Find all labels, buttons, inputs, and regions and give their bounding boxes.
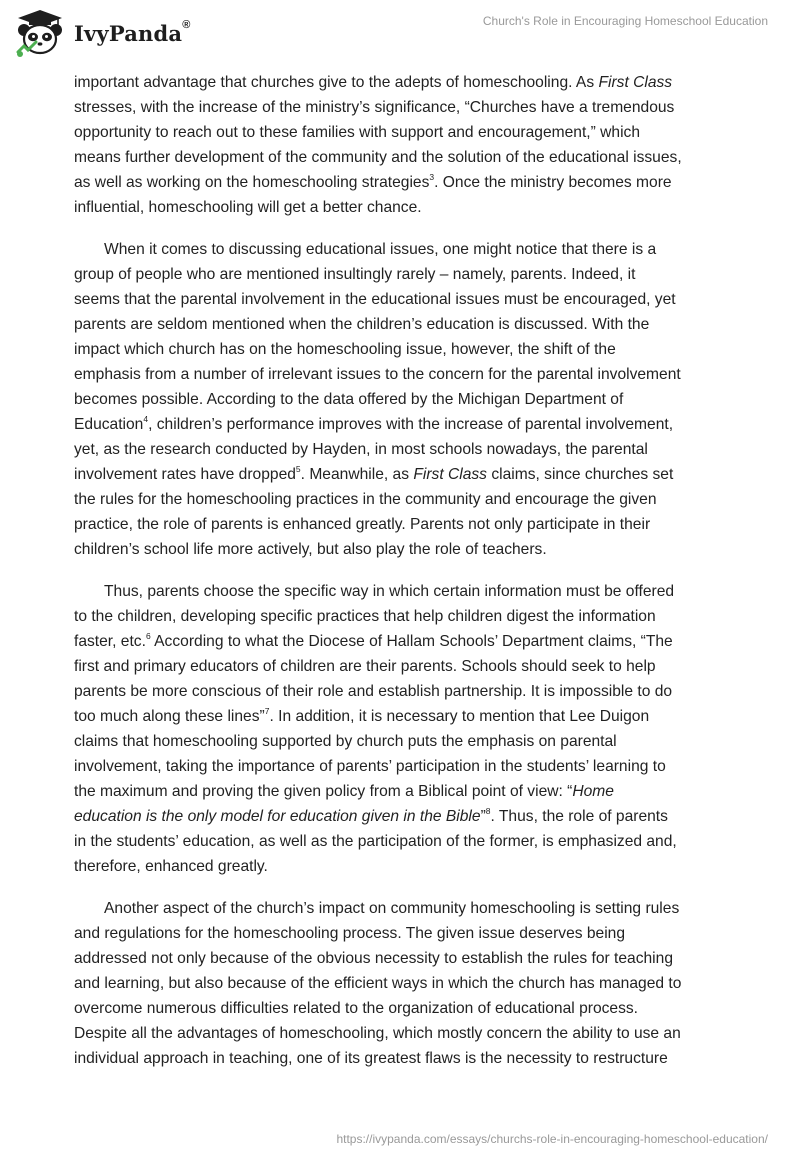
text-line: first and primary educators of children are their parents. Schools should seek to help <box>74 658 656 675</box>
brand-name: IvyPanda® <box>74 18 191 46</box>
text-line: individual approach in teaching, one of its greatest flaws is the necessity to restructure <box>74 1050 668 1067</box>
footer-url-link[interactable]: https://ivypanda.com/essays/churchs-role-in-encouraging-homeschool-education/ <box>336 1132 768 1146</box>
text-line: and regulations for the homeschooling process. The given issue deserves being <box>74 925 626 942</box>
text-line: yet, as the research conducted by Hayden, in most schools nowadays, the parental <box>74 441 648 458</box>
text-line: parents are seldom mentioned when the children’s education is discussed. With the <box>74 316 650 333</box>
text-line: emphasis from a number of irrelevant issues to the concern for the parental involvement <box>74 366 681 383</box>
paragraph <box>74 896 734 1071</box>
page-header <box>0 0 800 70</box>
text-line: Thus, parents choose the specific way in which certain information must be offered <box>104 583 675 600</box>
brand-logo[interactable] <box>14 8 191 58</box>
text-line: Another aspect of the church’s impact on community homeschooling is setting rules <box>104 900 680 917</box>
panda-graduate-icon <box>14 8 66 58</box>
essay-body <box>74 70 734 1088</box>
paragraph <box>74 579 734 879</box>
text-line: impact which church has on the homeschooling issue, however, the shift of the <box>74 341 616 358</box>
text-line: opportunity to reach out to these families with support and encouragement,” which <box>74 124 641 141</box>
text-line: Despite all the advantages of homeschooling, which mostly concern the ability to use an <box>74 1025 681 1042</box>
text-line: children’s school life more actively, but also play the role of teachers. <box>74 541 547 558</box>
text-line: education is the only model for education given in the Bible”$^8$. Thus, the role of parents <box>74 805 668 825</box>
text-line: stresses, with the increase of the ministry’s significance, “Churches have a tremendous <box>74 99 675 116</box>
text-line: parents be more conscious of their role and establish partnership. It is impossible to do <box>74 683 673 700</box>
text-line: overcome numerous difficulties related to the organization of educational process. <box>74 1000 639 1017</box>
text-line: too much along these lines”$^7$. In addition, it is necessary to mention that Lee Duigon <box>74 705 650 725</box>
text-line: faster, etc.$^6$ According to what the Diocese of Hallam Schools’ Department claims, “The <box>74 630 673 650</box>
text-line: seems that the parental involvement in the educational issues must be encouraged, yet <box>74 291 676 308</box>
document-title: Church's Role in Encouraging Homeschool Education <box>482 14 768 28</box>
text-line: therefore, enhanced greatly. <box>74 858 268 875</box>
footnote-ref[interactable]: 8 <box>485 805 491 816</box>
text-line: as well as working on the homeschooling strategies$^3$. Once the ministry becomes more <box>74 171 672 191</box>
text-line: the maximum and proving the given policy from a Biblical point of view: “Home <box>74 783 614 800</box>
text-line: Education$^4$, children’s performance improves with the increase of parental involvement, <box>74 413 674 433</box>
text-line: and learning, but also because of the efficient ways in which the church has managed to <box>74 975 682 992</box>
paragraph <box>74 70 734 220</box>
paragraph <box>74 237 734 562</box>
text-line: addressed not only because of the obvious necessity to establish the rules for teaching <box>74 950 673 967</box>
text-line: When it comes to discussing educational issues, one might notice that there is a <box>104 241 657 258</box>
text-line: practice, the role of parents is enhanced greatly. Parents not only participate in their <box>74 516 651 533</box>
text-line: group of people who are mentioned insultingly rarely – namely, parents. Indeed, it <box>74 266 636 283</box>
footnote-ref[interactable]: 5 <box>295 463 301 474</box>
text-line: means further development of the community and the solution of the educational issues, <box>74 149 682 166</box>
text-line: the rules for the homeschooling practices in the community and encourage the given <box>74 491 657 508</box>
text-line: claims that homeschooling supported by church puts the emphasis on parental <box>74 733 617 750</box>
footnote-ref[interactable]: 3 <box>429 171 435 182</box>
text-line: to the children, developing specific practices that help children digest the information <box>74 608 656 625</box>
footnote-ref[interactable]: 6 <box>145 630 151 641</box>
footnote-ref[interactable]: 7 <box>264 705 270 716</box>
text-line: influential, homeschooling will get a better chance. <box>74 199 422 216</box>
text-line: important advantage that churches give to the adepts of homeschooling. As First Class <box>74 74 673 91</box>
text-line: becomes possible. According to the data offered by the Michigan Department of <box>74 391 624 408</box>
text-line: involvement, taking the importance of parents’ participation in the students’ learning to <box>74 758 666 775</box>
text-line: in the students’ education, as well as the participation of the former, is emphasized and, <box>74 833 677 850</box>
text-line: involvement rates have dropped$^5$. Meanwhile, as First Class claims, since churches set <box>74 463 674 483</box>
footnote-ref[interactable]: 4 <box>143 413 149 424</box>
